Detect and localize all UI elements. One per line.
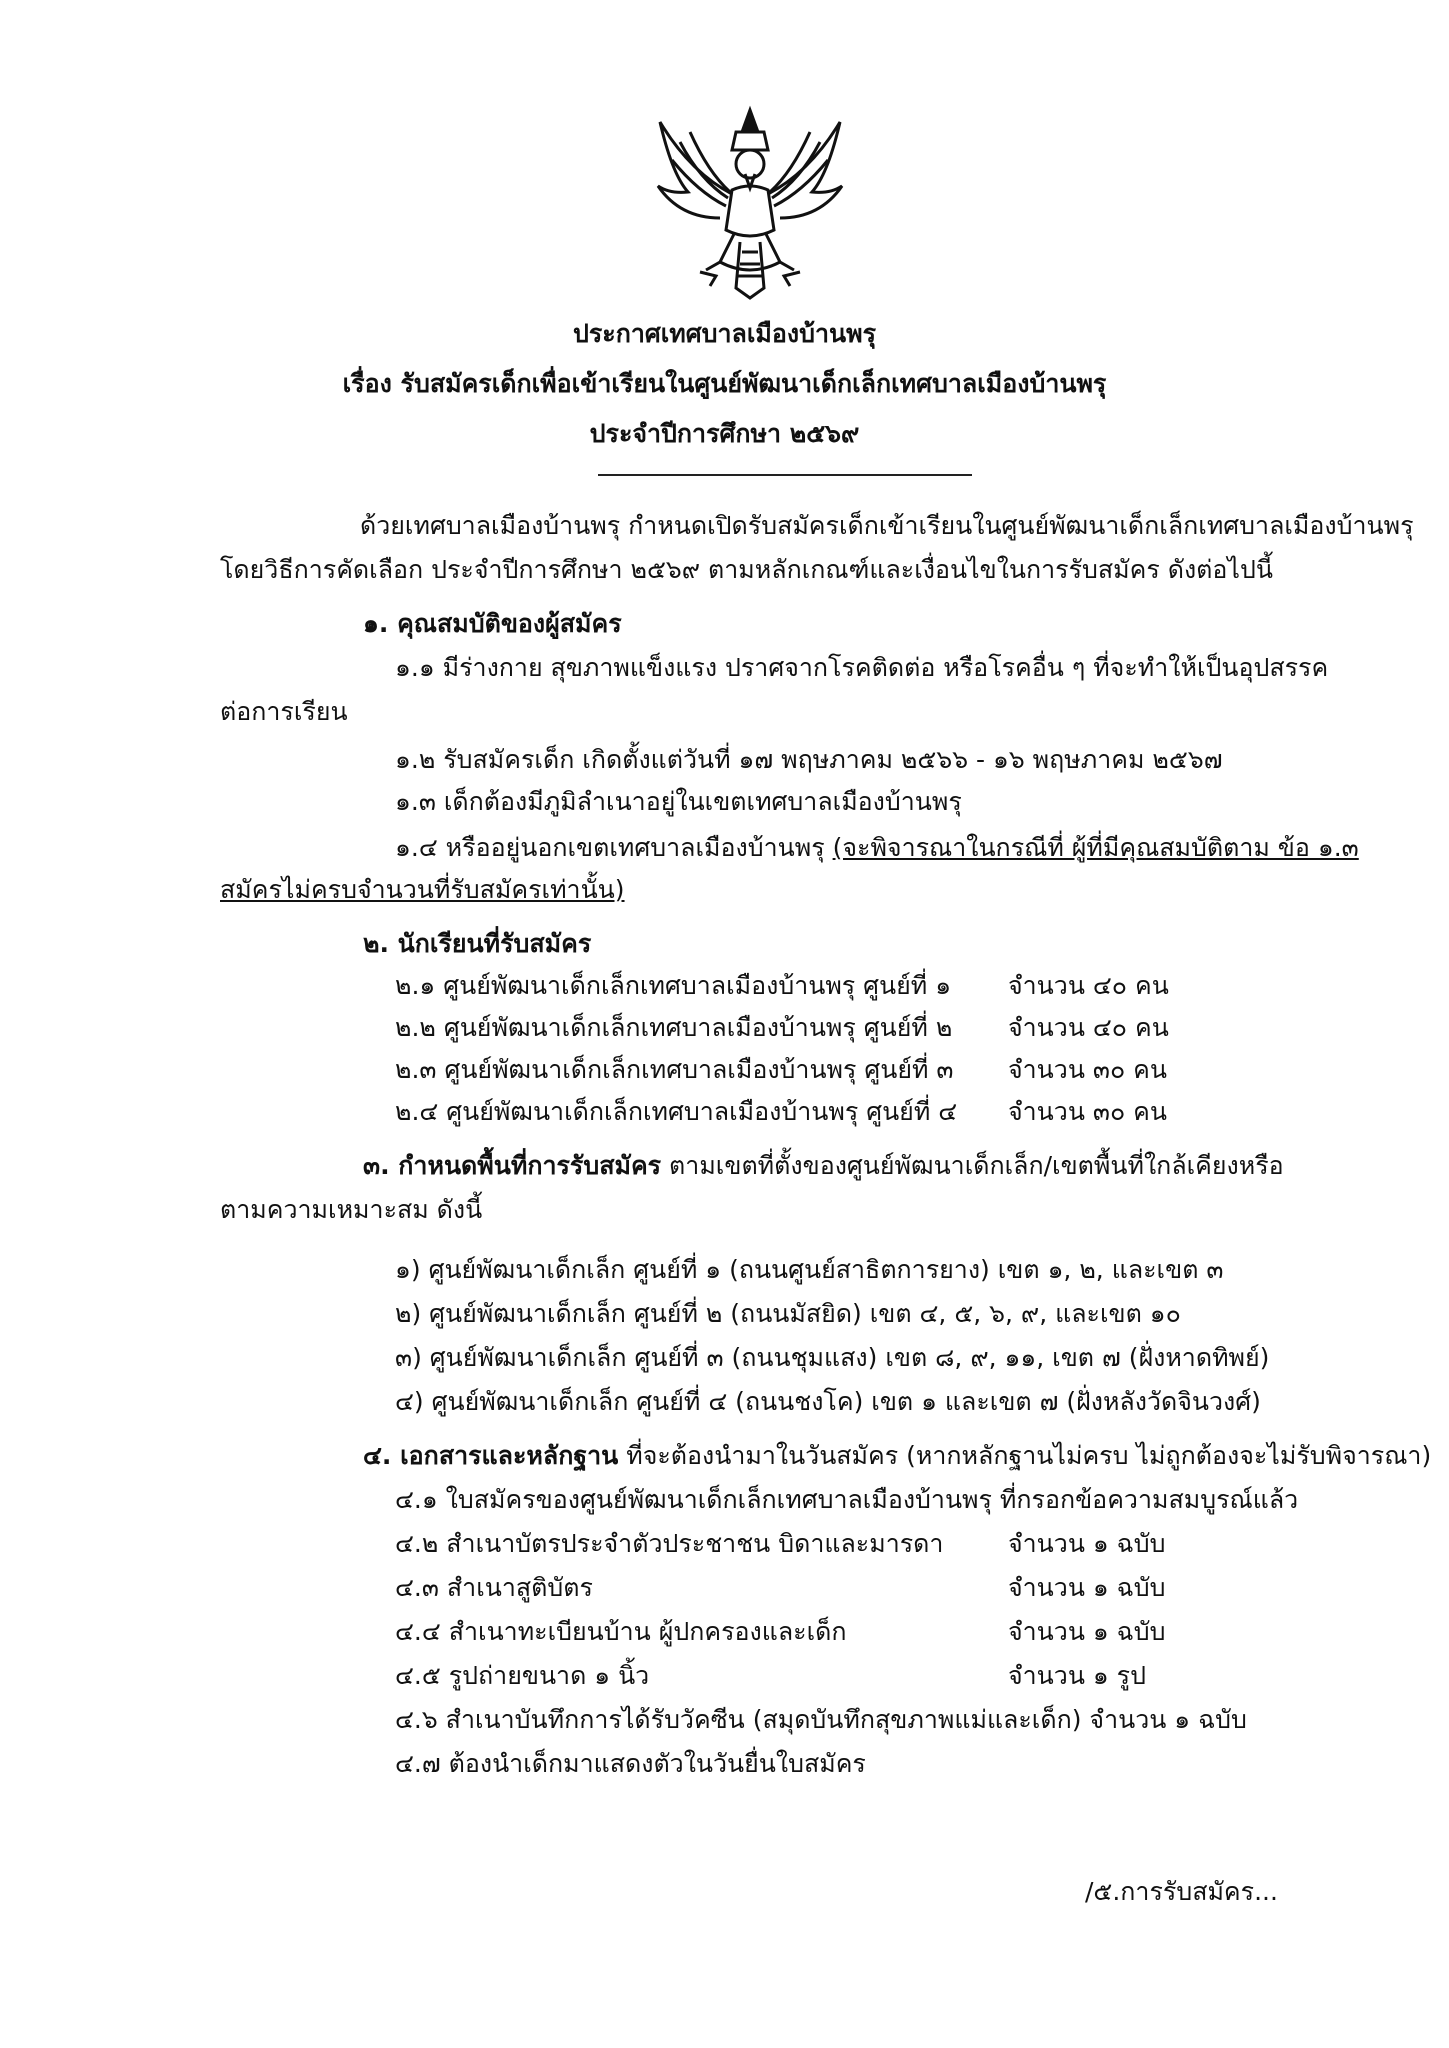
section-2-row-count: จำนวน ๔๐ คน	[1008, 1013, 1169, 1042]
section-3-heading-cont: ตามความเหมาะสม ดังนี้	[220, 1195, 483, 1224]
continuation-note: /๕.การรับสมัคร...	[1085, 1877, 1278, 1906]
section-2-row-label: ๒.๔ ศูนย์พัฒนาเด็กเล็กเทศบาลเมืองบ้านพรุ ศูนย์ที่ ๔	[395, 1097, 958, 1126]
section-1-item-4	[395, 832, 1359, 864]
section-3-item: ๒) ศูนย์พัฒนาเด็กเล็ก ศูนย์ที่ ๒ (ถนนมัสยิด) เขต ๔, ๕, ๖, ๙, และเขต ๑๐	[395, 1299, 1181, 1328]
section-4-item-6: ๔.๖ สำเนาบันทึกการได้รับวัคซีน (สมุดบันทึกสุขภาพแม่และเด็ก) จำนวน ๑ ฉบับ	[395, 1705, 1247, 1734]
section-4-row-label: ๔.๓ สำเนาสูติบัตร	[395, 1573, 593, 1602]
section-1-item-4-cont: สมัครไม่ครบจำนวนที่รับสมัครเท่านั้น)	[220, 875, 625, 904]
section-1-heading: ๑. คุณสมบัติของผู้สมัคร	[363, 609, 622, 638]
section-4-row-label: ๔.๕ รูปถ่ายขนาด ๑ นิ้ว	[395, 1661, 650, 1690]
section-4-row-count: จำนวน ๑ รูป	[1008, 1661, 1146, 1690]
section-1-item-1-cont: ต่อการเรียน	[220, 697, 348, 726]
section-4-heading-bold: ๔. เอกสารและหลักฐาน	[363, 1441, 619, 1470]
section-3-item: ๔) ศูนย์พัฒนาเด็กเล็ก ศูนย์ที่ ๔ (ถนนชงโค) เขต ๑ และเขต ๗ (ฝั่งหลังวัดจินวงศ์)	[395, 1387, 1261, 1416]
section-4-heading	[363, 1440, 1431, 1472]
section-3-item: ๓) ศูนย์พัฒนาเด็กเล็ก ศูนย์ที่ ๓ (ถนนชุมแสง) เขต ๘, ๙, ๑๑, เขต ๗ (ฝั่งหาดทิพย์)	[395, 1343, 1270, 1372]
announcement-subject: เรื่อง รับสมัครเด็กเพื่อเข้าเรียนในศูนย์พัฒนาเด็กเล็กเทศบาลเมืองบ้านพรุ	[342, 369, 1107, 398]
section-4-row-count: จำนวน ๑ ฉบับ	[1008, 1617, 1166, 1646]
section-1-item-1: ๑.๑ มีร่างกาย สุขภาพแข็งแรง ปราศจากโรคติดต่อ หรือโรคอื่น ๆ ที่จะทำให้เป็นอุปสรรค	[395, 653, 1329, 682]
announcement-title: ประกาศเทศบาลเมืองบ้านพรุ	[572, 319, 877, 348]
section-1-item-4-condition: (จะพิจารณาในกรณีที่ ผู้ที่มีคุณสมบัติตาม ข้อ ๑.๓	[832, 833, 1359, 862]
garuda-emblem	[650, 102, 850, 302]
section-2-row-count: จำนวน ๓๐ คน	[1008, 1097, 1167, 1126]
section-4-row-count: จำนวน ๑ ฉบับ	[1008, 1573, 1166, 1602]
section-2-row-count: จำนวน ๔๐ คน	[1008, 971, 1169, 1000]
academic-year: ประจำปีการศึกษา ๒๕๖๙	[589, 419, 860, 448]
section-3-heading-rest: ตามเขตที่ตั้งของศูนย์พัฒนาเด็กเล็ก/เขตพื้นที่ใกล้เคียงหรือ	[661, 1151, 1284, 1180]
section-4-item-7: ๔.๗ ต้องนำเด็กมาแสดงตัวในวันยื่นใบสมัคร	[395, 1749, 866, 1778]
section-4-item-1: ๔.๑ ใบสมัครของศูนย์พัฒนาเด็กเล็กเทศบาลเมืองบ้านพรุ ที่กรอกข้อความสมบูรณ์แล้ว	[395, 1485, 1299, 1514]
intro-line-1: ด้วยเทศบาลเมืองบ้านพรุ กำหนดเปิดรับสมัครเด็กเข้าเรียนในศูนย์พัฒนาเด็กเล็กเทศบาลเมืองบ้านพรุ	[360, 511, 1414, 540]
intro-line-2: โดยวิธีการคัดเลือก ประจำปีการศึกษา ๒๕๖๙ ตามหลักเกณฑ์และเงื่อนไขในการรับสมัคร ดังต่อไปนี้	[220, 555, 1273, 584]
section-2-row-label: ๒.๒ ศูนย์พัฒนาเด็กเล็กเทศบาลเมืองบ้านพรุ ศูนย์ที่ ๒	[395, 1013, 953, 1042]
section-4-heading-rest: ที่จะต้องนำมาในวันสมัคร (หากหลักฐานไม่ครบ ไม่ถูกต้องจะไม่รับพิจารณา)	[618, 1441, 1432, 1470]
section-2-row-label: ๒.๓ ศูนย์พัฒนาเด็กเล็กเทศบาลเมืองบ้านพรุ ศูนย์ที่ ๓	[395, 1055, 954, 1084]
section-1-item-2: ๑.๒ รับสมัครเด็ก เกิดตั้งแต่วันที่ ๑๗ พฤษภาคม ๒๕๖๖ - ๑๖ พฤษภาคม ๒๕๖๗	[395, 745, 1223, 774]
section-1-item-4-text: ๑.๔ หรืออยู่นอกเขตเทศบาลเมืองบ้านพรุ	[395, 833, 833, 862]
section-2-row-label: ๒.๑ ศูนย์พัฒนาเด็กเล็กเทศบาลเมืองบ้านพรุ ศูนย์ที่ ๑	[395, 971, 952, 1000]
section-2-heading: ๒. นักเรียนที่รับสมัคร	[363, 929, 592, 958]
section-4-row-label: ๔.๒ สำเนาบัตรประจำตัวประชาชน บิดาและมารดา	[395, 1529, 944, 1558]
section-3-heading	[363, 1150, 1284, 1182]
section-4-row-count: จำนวน ๑ ฉบับ	[1008, 1529, 1166, 1558]
section-4-row-label: ๔.๔ สำเนาทะเบียนบ้าน ผู้ปกครองและเด็ก	[395, 1617, 847, 1646]
section-1-item-3: ๑.๓ เด็กต้องมีภูมิลำเนาอยู่ในเขตเทศบาลเมืองบ้านพรุ	[395, 787, 962, 816]
section-3-heading-bold: ๓. กำหนดพื้นที่การรับสมัคร	[363, 1151, 662, 1180]
section-3-item: ๑) ศูนย์พัฒนาเด็กเล็ก ศูนย์ที่ ๑ (ถนนศูนย์สาธิตการยาง) เขต ๑, ๒, และเขต ๓	[395, 1255, 1224, 1284]
title-divider	[598, 474, 972, 476]
section-2-row-count: จำนวน ๓๐ คน	[1008, 1055, 1167, 1084]
